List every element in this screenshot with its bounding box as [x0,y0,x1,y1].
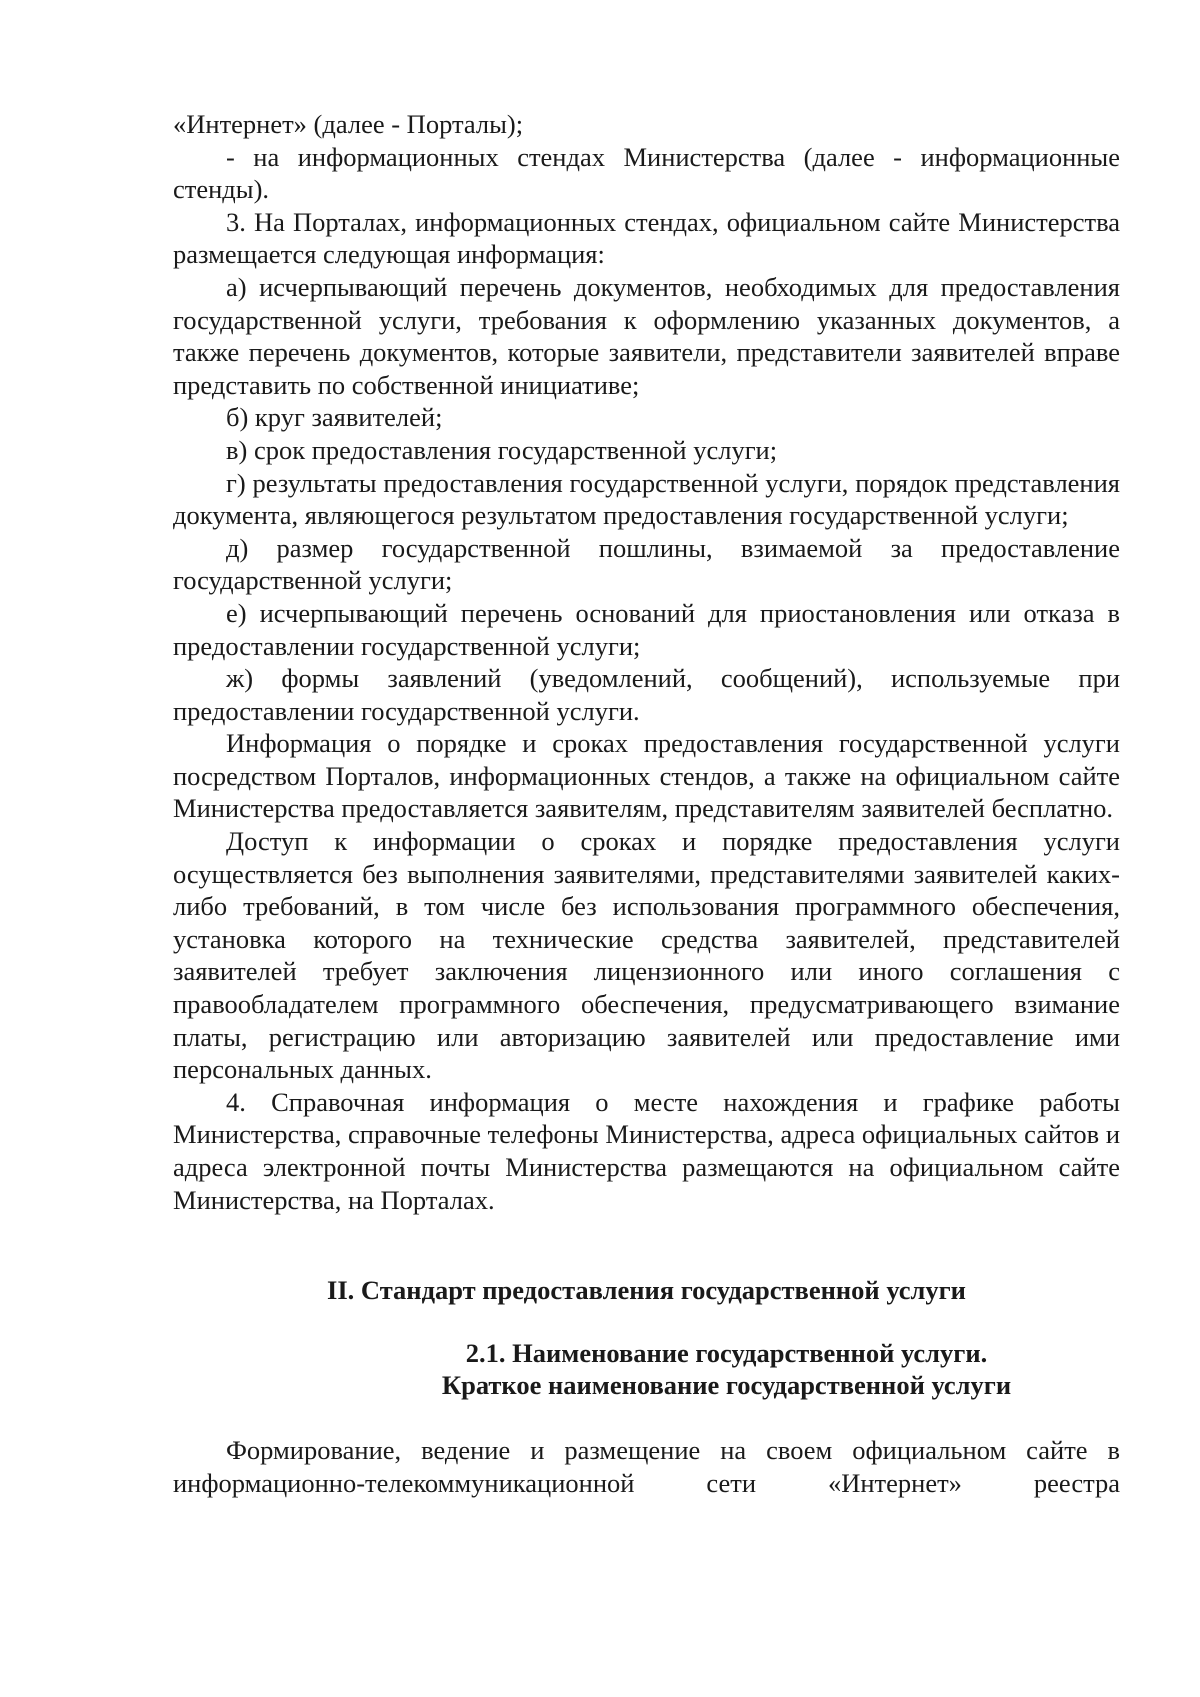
paragraph-item-4: 4. Справочная информация о месте нахождения и графике работы Министерства, справочные телефоны Министерства, адреса официальных сайтов и адреса электронной почты Министерства размещаются на официальном сайте Министерства, на Порталах. [173,1086,1120,1215]
paragraph-item-e: е) исчерпывающий перечень оснований для приостановления или отказа в предоставлении государственной услуги; [173,597,1120,661]
paragraph-item-d: д) размер государственной пошлины, взимаемой за предоставление государственной услуги; [173,532,1120,596]
paragraph-portals-continuation: «Интернет» (далее - Порталы); [173,109,524,139]
paragraph-item-zh: ж) формы заявлений (уведомлений, сообщений), используемые при предоставлении государственной услуги. [173,663,1120,726]
paragraph-item-g: г) результаты предоставления государственной услуги, порядок представления документа, являющегося результатом предоставления государственной услуги; [173,467,1120,531]
document-page [173,108,1120,1499]
paragraph-item-3: 3. На Порталах, информационных стендах, официальном сайте Министерства размещается следующая информация: [173,206,1120,270]
section-heading [173,1274,1120,1307]
subsection-title-line-2: Краткое наименование государственной услуги [441,1370,1012,1401]
subsection-heading [173,1337,1120,1402]
paragraph-info-free: Информация о порядке и сроках предоставления государственной услуги посредством Порталов, информационных стендов, а также на официальном сайте Министерства предоставляется заявителям, представителям заявителей бесплатно. [173,728,1120,824]
paragraph-access: Доступ к информации о сроках и порядке предоставления услуги осуществляется без выполнения заявителями, представителями заявителей каких-либо требований, в том числе без использования программного обеспечения, установка которого на технические средства заявителей, представителей заявителей требует заключения лицензионного или иного соглашения с правообладателем программного обеспечения, предусматривающего взимание платы, регистрацию или авторизацию заявителей или предоставление ими персональных данных. [173,826,1120,1085]
section-title: II. Стандарт предоставления государственной услуги [327,1275,966,1306]
subsection-title-line-1: 2.1. Наименование государственной услуги. [465,1337,988,1368]
paragraph-item-v: в) срок предоставления государственной услуги; [226,434,778,465]
paragraph-item-b: б) круг заявителей; [226,402,443,433]
paragraph-item-a: а) исчерпывающий перечень документов, необходимых для предоставления государственной услуги, требования к оформлению указанных документов, а также перечень документов, которые заявители, представители заявителей вправе представить по собственной инициативе; [173,271,1120,400]
paragraph-info-stands: - на информационных стендах Министерства (далее - информационные стенды). [173,141,1120,205]
paragraph-service-name: Формирование, ведение и размещение на своем официальном сайте в информационно-телекоммуникационной сети «Интернет» реестра [173,1434,1120,1498]
